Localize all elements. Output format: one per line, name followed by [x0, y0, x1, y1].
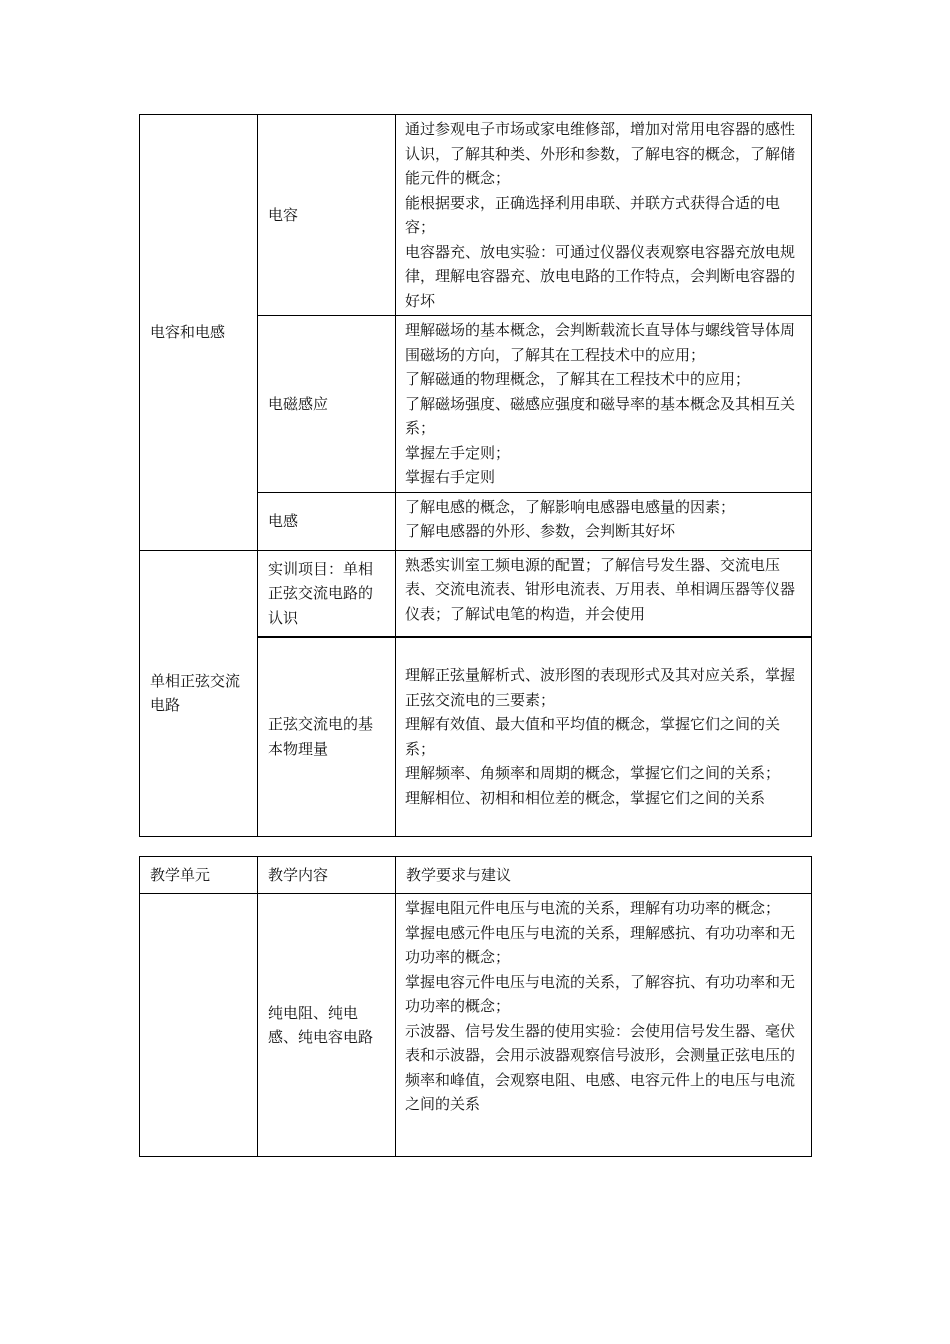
table-row — [140, 115, 812, 316]
curriculum-table-2 — [139, 856, 812, 1157]
content-label: 纯电阻、纯电感、纯电容电路 — [268, 1003, 374, 1046]
requirements-cell — [396, 316, 812, 493]
requirement-item: 理解相位、初相和相位差的概念，掌握它们之间的关系 — [405, 788, 766, 807]
column-header-content: 教学内容 — [258, 857, 396, 894]
content-label: 电磁感应 — [268, 394, 329, 413]
content-label: 电感 — [268, 511, 299, 530]
requirements-cell — [396, 894, 812, 1157]
table-row — [140, 894, 812, 1157]
column-header-requirements: 教学要求与建议 — [396, 857, 812, 894]
content-cell — [258, 637, 396, 836]
unit-label: 电容和电感 — [150, 323, 226, 341]
requirement-item: 掌握电感元件电压与电流的关系，理解感抗、有功功率和无功功率的概念； — [405, 923, 796, 966]
content-label: 实训项目：单相正弦交流电路的认识 — [268, 559, 374, 627]
column-header-unit: 教学单元 — [140, 857, 258, 894]
unit-cell — [140, 894, 258, 1157]
content-cell — [258, 115, 396, 316]
requirement-item: 了解磁通的物理概念，了解其在工程技术中的应用； — [405, 370, 751, 388]
unit-label: 单相正弦交流电路 — [150, 671, 241, 714]
requirements-cell — [396, 115, 812, 316]
content-label: 正弦交流电的基本物理量 — [268, 715, 374, 758]
table-row — [140, 550, 812, 637]
requirement-item: 掌握右手定则 — [405, 468, 496, 486]
requirement-item: 通过参观电子市场或家电维修部，增加对常用电容器的感性认识，了解其种类、外形和参数，了解电容的概念，了解储能元件的概念； — [405, 120, 796, 187]
content-label: 电容 — [268, 205, 299, 224]
content-cell — [258, 492, 396, 550]
requirements-cell — [396, 637, 812, 836]
requirement-item: 了解电感器的外形、参数，会判断其好坏 — [405, 522, 676, 540]
content-cell — [258, 894, 396, 1157]
requirement-item: 电容器充、放电实验：可通过仪器仪表观察电容器充放电规律，理解电容器充、放电电路的工作特点，会判断电容器的好坏 — [405, 242, 796, 310]
requirement-item: 掌握电容元件电压与电流的关系，了解容抗、有功功率和无功功率的概念； — [405, 972, 796, 1015]
requirements-cell — [396, 550, 812, 637]
requirements-cell — [396, 492, 812, 550]
requirement-item: 示波器、信号发生器的使用实验：会使用信号发生器、毫伏表和示波器，会用示波器观察信号波形，会测量正弦电压的频率和峰值，会观察电阻、电感、电容元件上的电压与电流之间的关系 — [405, 1021, 796, 1113]
unit-cell — [140, 115, 258, 551]
header-row — [140, 857, 812, 894]
requirement-item: 理解正弦量解析式、波形图的表现形式及其对应关系，掌握正弦交流电的三要素； — [405, 666, 796, 709]
requirement-item: 能根据要求，正确选择利用串联、并联方式获得合适的电容； — [405, 193, 781, 236]
requirement-item: 熟悉实训室工频电源的配置；了解信号发生器、交流电压表、交流电流表、钳形电流表、万用表、单相调压器等仪器仪表；了解试电笔的构造，并会使用 — [405, 555, 796, 623]
content-cell — [258, 316, 396, 493]
requirement-item: 掌握电阻元件电压与电流的关系，理解有功功率的概念； — [405, 899, 781, 917]
requirement-item: 掌握左手定则； — [405, 443, 511, 462]
requirement-item: 了解磁场强度、磁感应强度和磁导率的基本概念及其相互关系； — [405, 394, 796, 437]
requirement-item: 了解电感的概念，了解影响电感器电感量的因素； — [405, 497, 736, 516]
curriculum-table-1 — [139, 114, 812, 837]
requirement-item: 理解频率、角频率和周期的概念，掌握它们之间的关系； — [405, 764, 781, 783]
requirement-item: 理解磁场的基本概念，会判断载流长直导体与螺线管导体周围磁场的方向，了解其在工程技术中的应用； — [405, 321, 796, 364]
unit-cell — [140, 550, 258, 836]
content-cell — [258, 550, 396, 637]
requirement-item: 理解有效值、最大值和平均值的概念，掌握它们之间的关系； — [405, 715, 781, 758]
